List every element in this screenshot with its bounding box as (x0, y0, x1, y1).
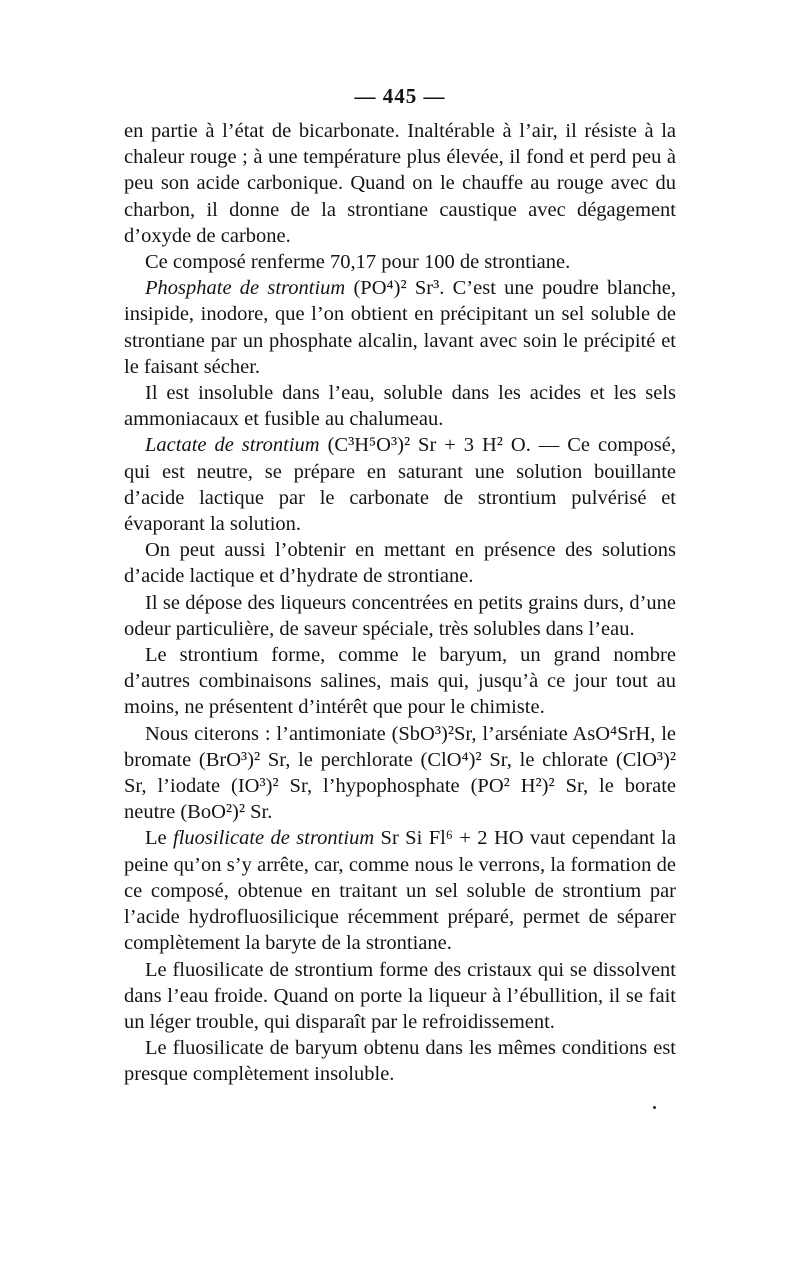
lactate-formula: (C³H⁵O³)² Sr + 3 H² O. (327, 434, 531, 457)
page-number: — 445 — (354, 84, 446, 108)
paragraph-other-salts: Le strontium forme, comme le baryum, un grand nombre d’autres combinaisons salines, mais qui, jusqu’à ce jour tout au moins, ne présentent d’intérêt que pour le chimiste. (124, 644, 676, 719)
print-speck (653, 1106, 656, 1109)
paragraph-fluosilicate-crystals: Le fluosilicate de strontium forme des cristaux qui se dissolvent dans l’eau froide. Quand on porte la liqueur à l’ébullition, il se fait un léger trouble, qui disparaît par le refroidissement. (124, 958, 676, 1033)
lactate-title: Lactate de strontium (145, 434, 320, 457)
fluosilicate-description: vaut cependant la peine qu’on s’y arrête, car, comme nous le verrons, la formation de ce composé, obtenue en traitant un sel soluble de strontium par l’acide hydrofluosilicique récemment préparé, permet de séparer complètement la baryte de la strontiane. (124, 827, 676, 955)
paragraph-salt-list: Nous citerons : l’antimoniate (SbO³)²Sr, l’arséniate AsO⁴SrH, le bromate (BrO³)² Sr, le perchlorate (ClO⁴)² Sr, le chlorate (ClO³)² Sr, l’iodate (IO³)² Sr, l’hypophosphate (PO² H²)² Sr, le borate neutre (BoO²)² Sr. (124, 722, 676, 824)
paragraph-lactate-alternative: On peut aussi l’obtenir en mettant en présence des solutions d’acide lactique et d’hydrate de strontiane. (124, 539, 676, 588)
phosphate-title: Phosphate de strontium (145, 277, 346, 300)
paragraph-continuation: en partie à l’état de bicarbonate. Inaltérable à l’air, il résiste à la chaleur rouge ; à une température plus élevée, il fond et perd peu à peu son acide carbonique. Quand on le chauffe au rouge avec du charbon, il donne de la strontiane caustique avec dégagement d’oxyde de carbone. (124, 120, 676, 247)
paragraph-composition: Ce composé renferme 70,17 pour 100 de strontiane. (145, 251, 571, 274)
paragraph-solubility: Il est insoluble dans l’eau, soluble dans les acides et les sels ammoniacaux et fusible au chalumeau. (124, 382, 676, 431)
paragraph-fluosilicate (124, 825, 676, 956)
paragraph-lactate (124, 432, 676, 537)
paragraph-lactate-crystals: Il se dépose des liqueurs concentrées en petits grains durs, d’une odeur particulière, de saveur spéciale, très solubles dans l’eau. (124, 591, 676, 640)
fluosilicate-title: fluosilicate de strontium (173, 827, 375, 850)
paragraph-phosphate (124, 275, 676, 380)
phosphate-description: C’est une poudre blanche, insipide, inodore, que l’on obtient en précipitant un sel soluble de strontiane par un phosphate alcalin, lavant avec soin le précipité et le faisant sécher. (124, 277, 677, 378)
lactate-description: — Ce composé, qui est neutre, se prépare en saturant une solution bouillante d’acide lactique par le carbonate de strontium pulvérisé et évaporant la solution. (124, 434, 676, 536)
body-text (124, 118, 676, 1088)
fluosilicate-lead: Le (145, 827, 174, 850)
phosphate-formula: (PO⁴)² Sr³. (353, 277, 445, 300)
fluosilicate-formula: Sr Si Fl⁶ + 2 HO (374, 827, 524, 850)
paragraph-barium-fluosilicate: Le fluosilicate de baryum obtenu dans les mêmes conditions est presque complètement insoluble. (124, 1037, 676, 1086)
